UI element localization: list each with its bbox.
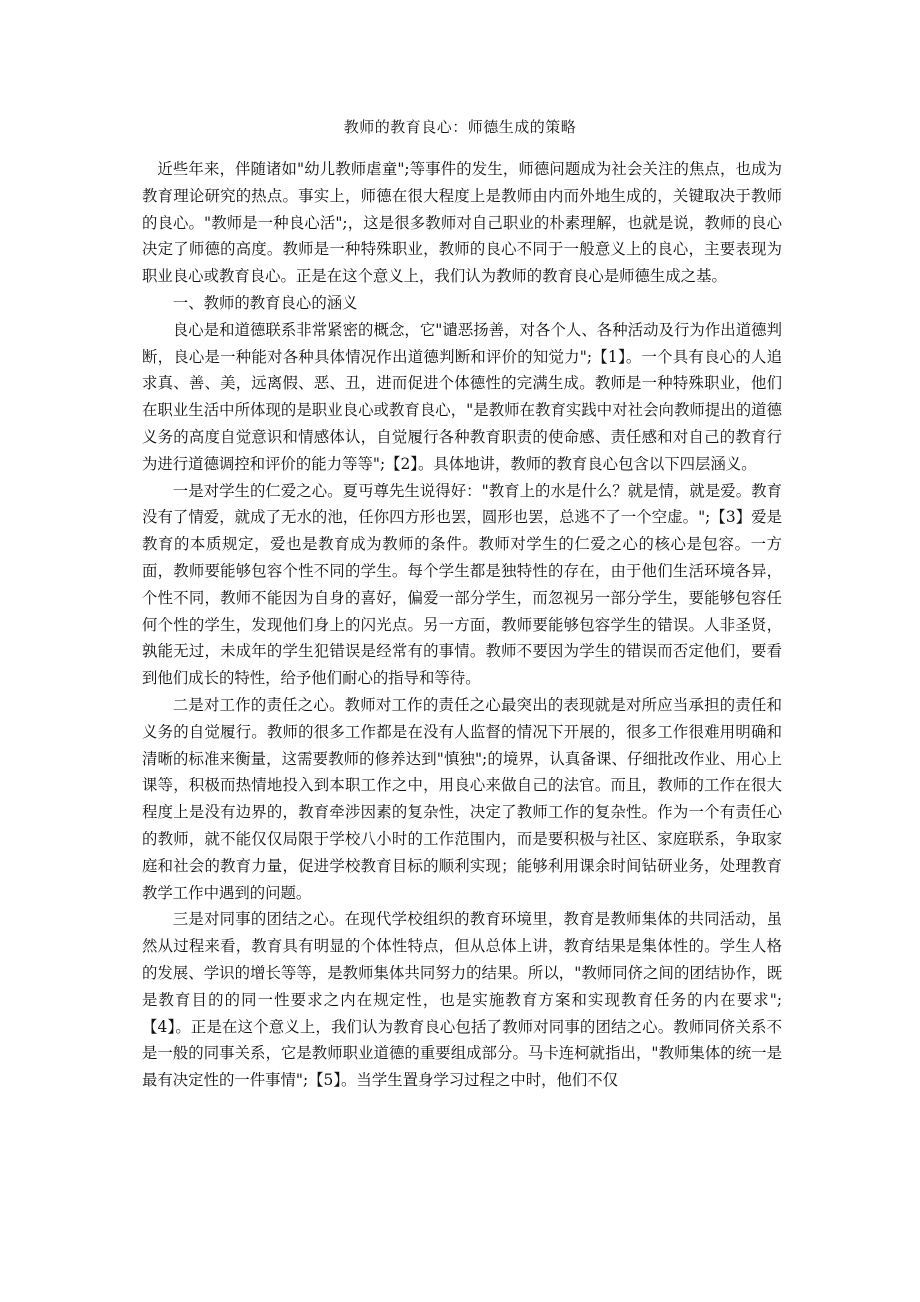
- document-body: [142, 156, 782, 1094]
- intro-paragraph: 近些年来，伴随诸如"幼儿教师虐童";等事件的发生，师德问题成为社会关注的焦点，也成为教育理论研究的热点。事实上，师德在很大程度上是教师由内而外地生成的，关键取决于教师的良心。"教师是一种良心活";，这是很多教师对自己职业的朴素理解，也就是说，教师的良心决定了师德的高度。教师是一种特殊职业，教师的良心不同于一般意义上的良心，主要表现为职业良心或教育良心。正是在这个意义上，我们认为教师的教育良心是师德生成之基。: [142, 160, 782, 286]
- solidarity-paragraph: 三是对同事的团结之心。在现代学校组织的教育环境里，教育是教师集体的共同活动，虽然从过程来看，教育具有明显的个体性特点，但从总体上讲，教育结果是集体性的。学生人格的发展、学识的增长等等，是教师集体共同努力的结果。所以，"教师同侪之间的团结协作，既是教育目的的同一性要求之内在规定性，也是实施教育方案和实现教育任务的内在要求";【4】。正是在这个意义上，我们认为教育良心包括了教师对同事的团结之心。教师同侪关系不是一般的同事关系，它是教师职业道德的重要组成部分。马卡连柯就指出，"教师集体的统一是最有决定性的一件事情";【5】。当学生置身学习过程之中时，他们不仅: [142, 910, 782, 1090]
- section-heading: 一、教师的教育良心的涵义: [172, 293, 358, 312]
- responsibility-paragraph: 二是对工作的责任之心。教师对工作的责任之心最突出的表现就是对所应当承担的责任和义务的自觉履行。教师的很多工作都是在没有人监督的情况下开展的，很多工作很难用明确和清晰的标准来衡量，这需要教师的修养达到"慎独";的境界，认真备课、仔细批改作业、用心上课等，积极而热情地投入到本职工作之中，用良心来做自己的法官。而且，教师的工作在很大程度上是没有边界的，教育牵涉因素的复杂性，决定了教师工作的复杂性。作为一个有责任心的教师，就不能仅仅局限于学校八小时的工作范围内，而是要积极与社区、家庭联系，争取家庭和社会的教育力量，促进学校教育目标的顺利实现；能够利用课余时间钻研业务，处理教育教学工作中遇到的问题。: [142, 695, 782, 902]
- benevolence-paragraph: 一是对学生的仁爱之心。夏丏尊先生说得好："教育上的水是什么？就是情，就是爱。教育没有了情爱，就成了无水的池，任你四方形也罢，圆形也罢，总逃不了一个空虚。";【3】爱是教育的本质规定，爱也是教育成为教师的条件。教师对学生的仁爱之心的核心是包容。一方面，教师要能够包容个性不同的学生。每个学生都是独特性的存在，由于他们生活环境各异，个性不同，教师不能因为自身的喜好，偏爱一部分学生，而忽视另一部分学生，要能够包容任何个性的学生，发现他们身上的闪光点。另一方面，教师要能够包容学生的错误。人非圣贤，孰能无过，未成年的学生犯错误是经常有的事情。教师不要因为学生的错误而否定他们，要看到他们成长的特性，给予他们耐心的指导和等待。: [142, 481, 782, 688]
- document-title: 教师的教育良心：师德生成的策略: [343, 118, 577, 136]
- conscience-definition-paragraph: 良心是和道德联系非常紧密的概念，它"谴恶扬善，对各个人、各种活动及行为作出道德判断，良心是一种能对各种具体情况作出道德判断和评价的知觉力";【1】。一个具有良心的人追求真、善、美，远离假、恶、丑，进而促进个体德性的完满生成。教师是一种特殊职业，他们在职业生活中所体现的是职业良心或教育良心，"是教师在教育实践中对社会向教师提出的道德义务的高度自觉意识和情感体认，自觉履行各种教育职责的使命感、责任感和对自己的教育行为进行道德调控和评价的能力等等";【2】。具体地讲，教师的教育良心包含以下四层涵义。: [142, 320, 782, 473]
